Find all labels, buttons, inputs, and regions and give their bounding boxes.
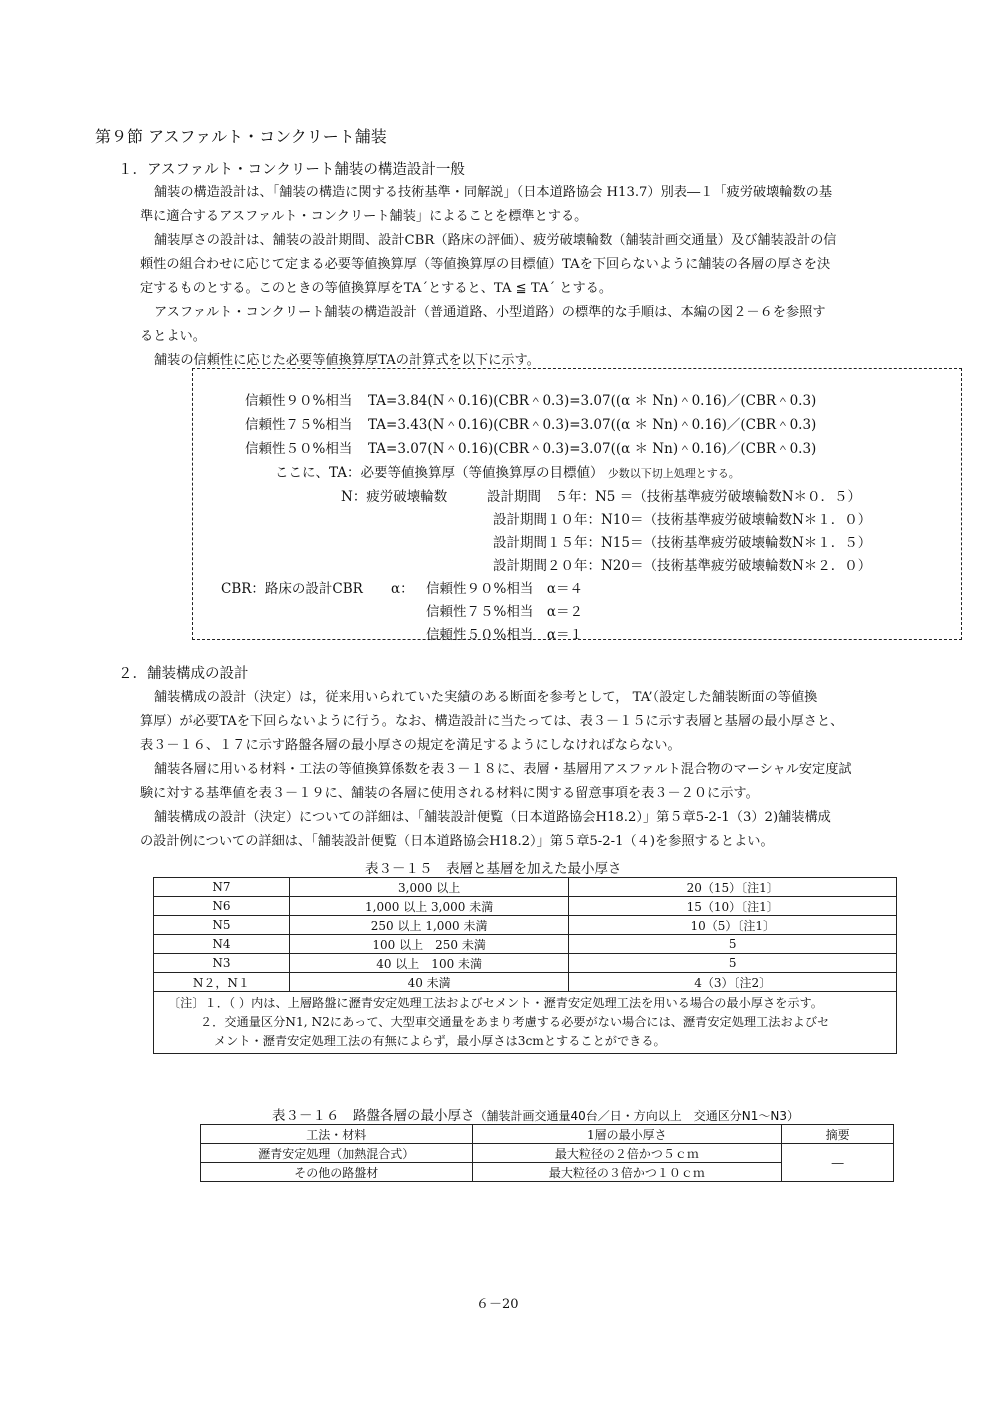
- table-3-15-caption: 表３－１５ 表層と基層を加えた最小厚さ: [365, 861, 622, 877]
- text-line: 舗装の信頼性に応じた必要等値換算厚TAの計算式を以下に示す。: [154, 353, 540, 368]
- reliability-90-label: 信頼性９０%相当: [245, 393, 353, 409]
- table-cell: 1,000 以上 3,000 未満: [289, 897, 569, 916]
- table-cell: 瀝青安定処理（加熱混合式）: [201, 1144, 473, 1163]
- table-cell: 250 以上 1,000 未満: [289, 916, 569, 935]
- table-cell: 最大粒径の２倍かつ５ｃｍ: [472, 1144, 782, 1163]
- note-1: 〔注〕１．（ ）内は、上層路盤に瀝青安定処理工法およびセメント・瀝青安定処理工法を用いる場合の最小厚さを示す。: [168, 996, 823, 1010]
- text-line: 験に対する基準値を表３－１９に、舗装の各層に使用される材料に関する留意事項を表３－２０に示す。: [140, 786, 759, 801]
- table-cell: 10（5）〔注1〕: [569, 916, 897, 935]
- table-cell: 最大粒径の３倍かつ１０ｃｍ: [472, 1163, 782, 1182]
- reliability-75-label: 信頼性７５%相当: [245, 417, 353, 433]
- paragraph-pavement-composition: [140, 686, 930, 854]
- table-row: [154, 973, 897, 992]
- table-cell: 40 以上 100 未満: [289, 954, 569, 973]
- table-notes: [154, 992, 897, 1054]
- alpha-50: 信頼性５０%相当 α＝１: [426, 627, 583, 643]
- n-period-5: 設計期間 ５年：N5 ＝（技術基準疲労破壊輪数N＊０．５）: [487, 489, 862, 505]
- table-cell: N4: [154, 935, 290, 954]
- column-header: 1層の最小厚さ: [472, 1125, 782, 1144]
- table-row: [154, 954, 897, 973]
- reliability-50-label: 信頼性５０%相当: [245, 441, 353, 457]
- column-header: 摘要: [782, 1125, 894, 1144]
- table-cell: N5: [154, 916, 290, 935]
- reliability-50-equation: TA=3.07(N＾0.16)(CBR＾0.3)=3.07((α ＊ Nn)＾0.16)／(CBR＾0.3): [368, 441, 817, 457]
- table-cell: N２，N１: [154, 973, 290, 992]
- alpha-label: α：: [391, 581, 414, 597]
- table-cell: 40 未満: [289, 973, 569, 992]
- cbr-definition: CBR：路床の設計CBR: [221, 581, 363, 597]
- column-header: 工法・材料: [201, 1125, 473, 1144]
- table-cell: 15（10）〔注1〕: [569, 897, 897, 916]
- text-line: アスファルト・コンクリート舗装の構造設計（普通道路、小型道路）の標準的な手順は、本編の図２－６を参照す: [154, 305, 826, 320]
- ta-definition-text: ここに、TA：必要等値換算厚（等値換算厚の目標値）: [275, 465, 604, 481]
- table-cell: その他の路盤材: [201, 1163, 473, 1182]
- text-line: 準に適合するアスファルト・コンクリート舗装」によることを標準とする。: [140, 209, 588, 224]
- text-line: 頼性の組合わせに応じて定まる必要等値換算厚（等値換算厚の目標値）TAを下回らないように舗装の各層の厚さを決: [140, 257, 831, 272]
- note-2a: ２．交通量区分N1, N2にあって、大型車交通量をあまり考慮する必要がない場合には、瀝青安定処理工法およびセ: [200, 1015, 830, 1029]
- n-period-10: 設計期間１０年：N10＝（技術基準疲労破壊輪数N＊１．０）: [493, 512, 872, 528]
- table-cell: 5: [569, 935, 897, 954]
- text-line: の設計例についての詳細は、「舗装設計便覧（日本道路協会H18.2）」第５章5-2-1（４)を参照するとよい。: [140, 834, 774, 849]
- table-3-16-subtitle: （舗装計画交通量40台／日・方向以上 交通区分N1～N3）: [474, 1109, 799, 1123]
- reliability-90-equation: TA=3.84(N＾0.16)(CBR＾0.3)=3.07((α ＊ Nn)＾0.16)／(CBR＾0.3): [368, 393, 817, 409]
- table-row: [154, 916, 897, 935]
- text-line: 舗装構成の設計（決定）についての詳細は、「舗装設計便覧（日本道路協会H18.2）」第５章5-2-1（3）2)舗装構成: [154, 810, 831, 825]
- text-line: 舗装の構造設計は、「舗装の構造に関する技術基準・同解説」（日本道路協会 H13.7）別表―１「疲労破壊輪数の基: [154, 185, 833, 200]
- table-row: [154, 935, 897, 954]
- text-line: 舗装厚さの設計は、舗装の設計期間、設計CBR（路床の評価）、疲労破壊輪数（舗装計画交通量）及び舗装設計の信: [154, 233, 837, 248]
- table-cell: 3,000 以上: [289, 878, 569, 897]
- table-row: [154, 897, 897, 916]
- table-cell: 20（15）〔注1〕: [569, 878, 897, 897]
- table-cell: 4（3）〔注2〕: [569, 973, 897, 992]
- table-3-16-caption: [272, 1104, 799, 1124]
- note-2b: メント・瀝青安定処理工法の有無によらず，最小厚さは3cmとすることができる。: [214, 1034, 666, 1048]
- reliability-75-equation: TA=3.43(N＾0.16)(CBR＾0.3)=3.07((α ＊ Nn)＾0.16)／(CBR＾0.3): [368, 417, 817, 433]
- text-line: 定するものとする。このときの等値換算厚をTA´とすると、TA ≦ TA´ とする。: [140, 281, 613, 296]
- ta-definition: [275, 461, 740, 481]
- section-title: 第９節 アスファルト・コンクリート舗装: [95, 127, 387, 146]
- table-header-row: [201, 1125, 894, 1144]
- text-line: るとよい。: [140, 329, 206, 344]
- formula-box: [192, 368, 962, 643]
- table-3-16: [200, 1124, 894, 1182]
- table-row: [201, 1144, 894, 1163]
- text-line: 舗装構成の設計（決定）は，従来用いられていた実績のある断面を参考として， TA’（設定した舗装断面の等値換: [154, 690, 818, 705]
- table-cell: 5: [569, 954, 897, 973]
- table-cell: N7: [154, 878, 290, 897]
- heading-pavement-composition: ２．舗装構成の設計: [118, 666, 249, 682]
- table-row: [154, 878, 897, 897]
- table-cell: N6: [154, 897, 290, 916]
- text-line: 舗装各層に用いる材料・工法の等値換算係数を表３－１８に、表層・基層用アスファルト混合物のマーシャル安定度試: [154, 762, 852, 777]
- table-cell-remark: ―: [782, 1144, 894, 1182]
- alpha-90: 信頼性９０%相当 α＝４: [426, 581, 583, 597]
- table-3-16-title: 表３－１６ 路盤各層の最小厚さ: [272, 1108, 475, 1124]
- ta-rounding-note: 少数以下切上処理とする。: [607, 467, 740, 480]
- page-number: ６－20: [476, 1297, 519, 1312]
- paragraph-structural-design: [140, 181, 930, 373]
- alpha-75: 信頼性７５%相当 α＝２: [426, 604, 583, 620]
- text-line: 算厚）が必要TAを下回らないように行う。なお、構造設計に当たっては、表３－１５に示す表層と基層の最小厚さと、: [140, 714, 844, 729]
- n-definition: N：疲労破壊輪数: [341, 489, 448, 505]
- table-note-row: [154, 992, 897, 1054]
- table-3-15: [153, 877, 897, 1054]
- n-period-20: 設計期間２０年：N20＝（技術基準疲労破壊輪数N＊２．０）: [493, 558, 872, 574]
- n-period-15: 設計期間１５年：N15＝（技術基準疲労破壊輪数N＊１．５）: [493, 535, 872, 551]
- table-cell: 100 以上 250 未満: [289, 935, 569, 954]
- heading-structural-design: １．アスファルト・コンクリート舗装の構造設計一般: [118, 162, 465, 178]
- table-cell: N3: [154, 954, 290, 973]
- text-line: 表３－１６、１７に示す路盤各層の最小厚さの規定を満足するようにしなければならない。: [140, 738, 681, 753]
